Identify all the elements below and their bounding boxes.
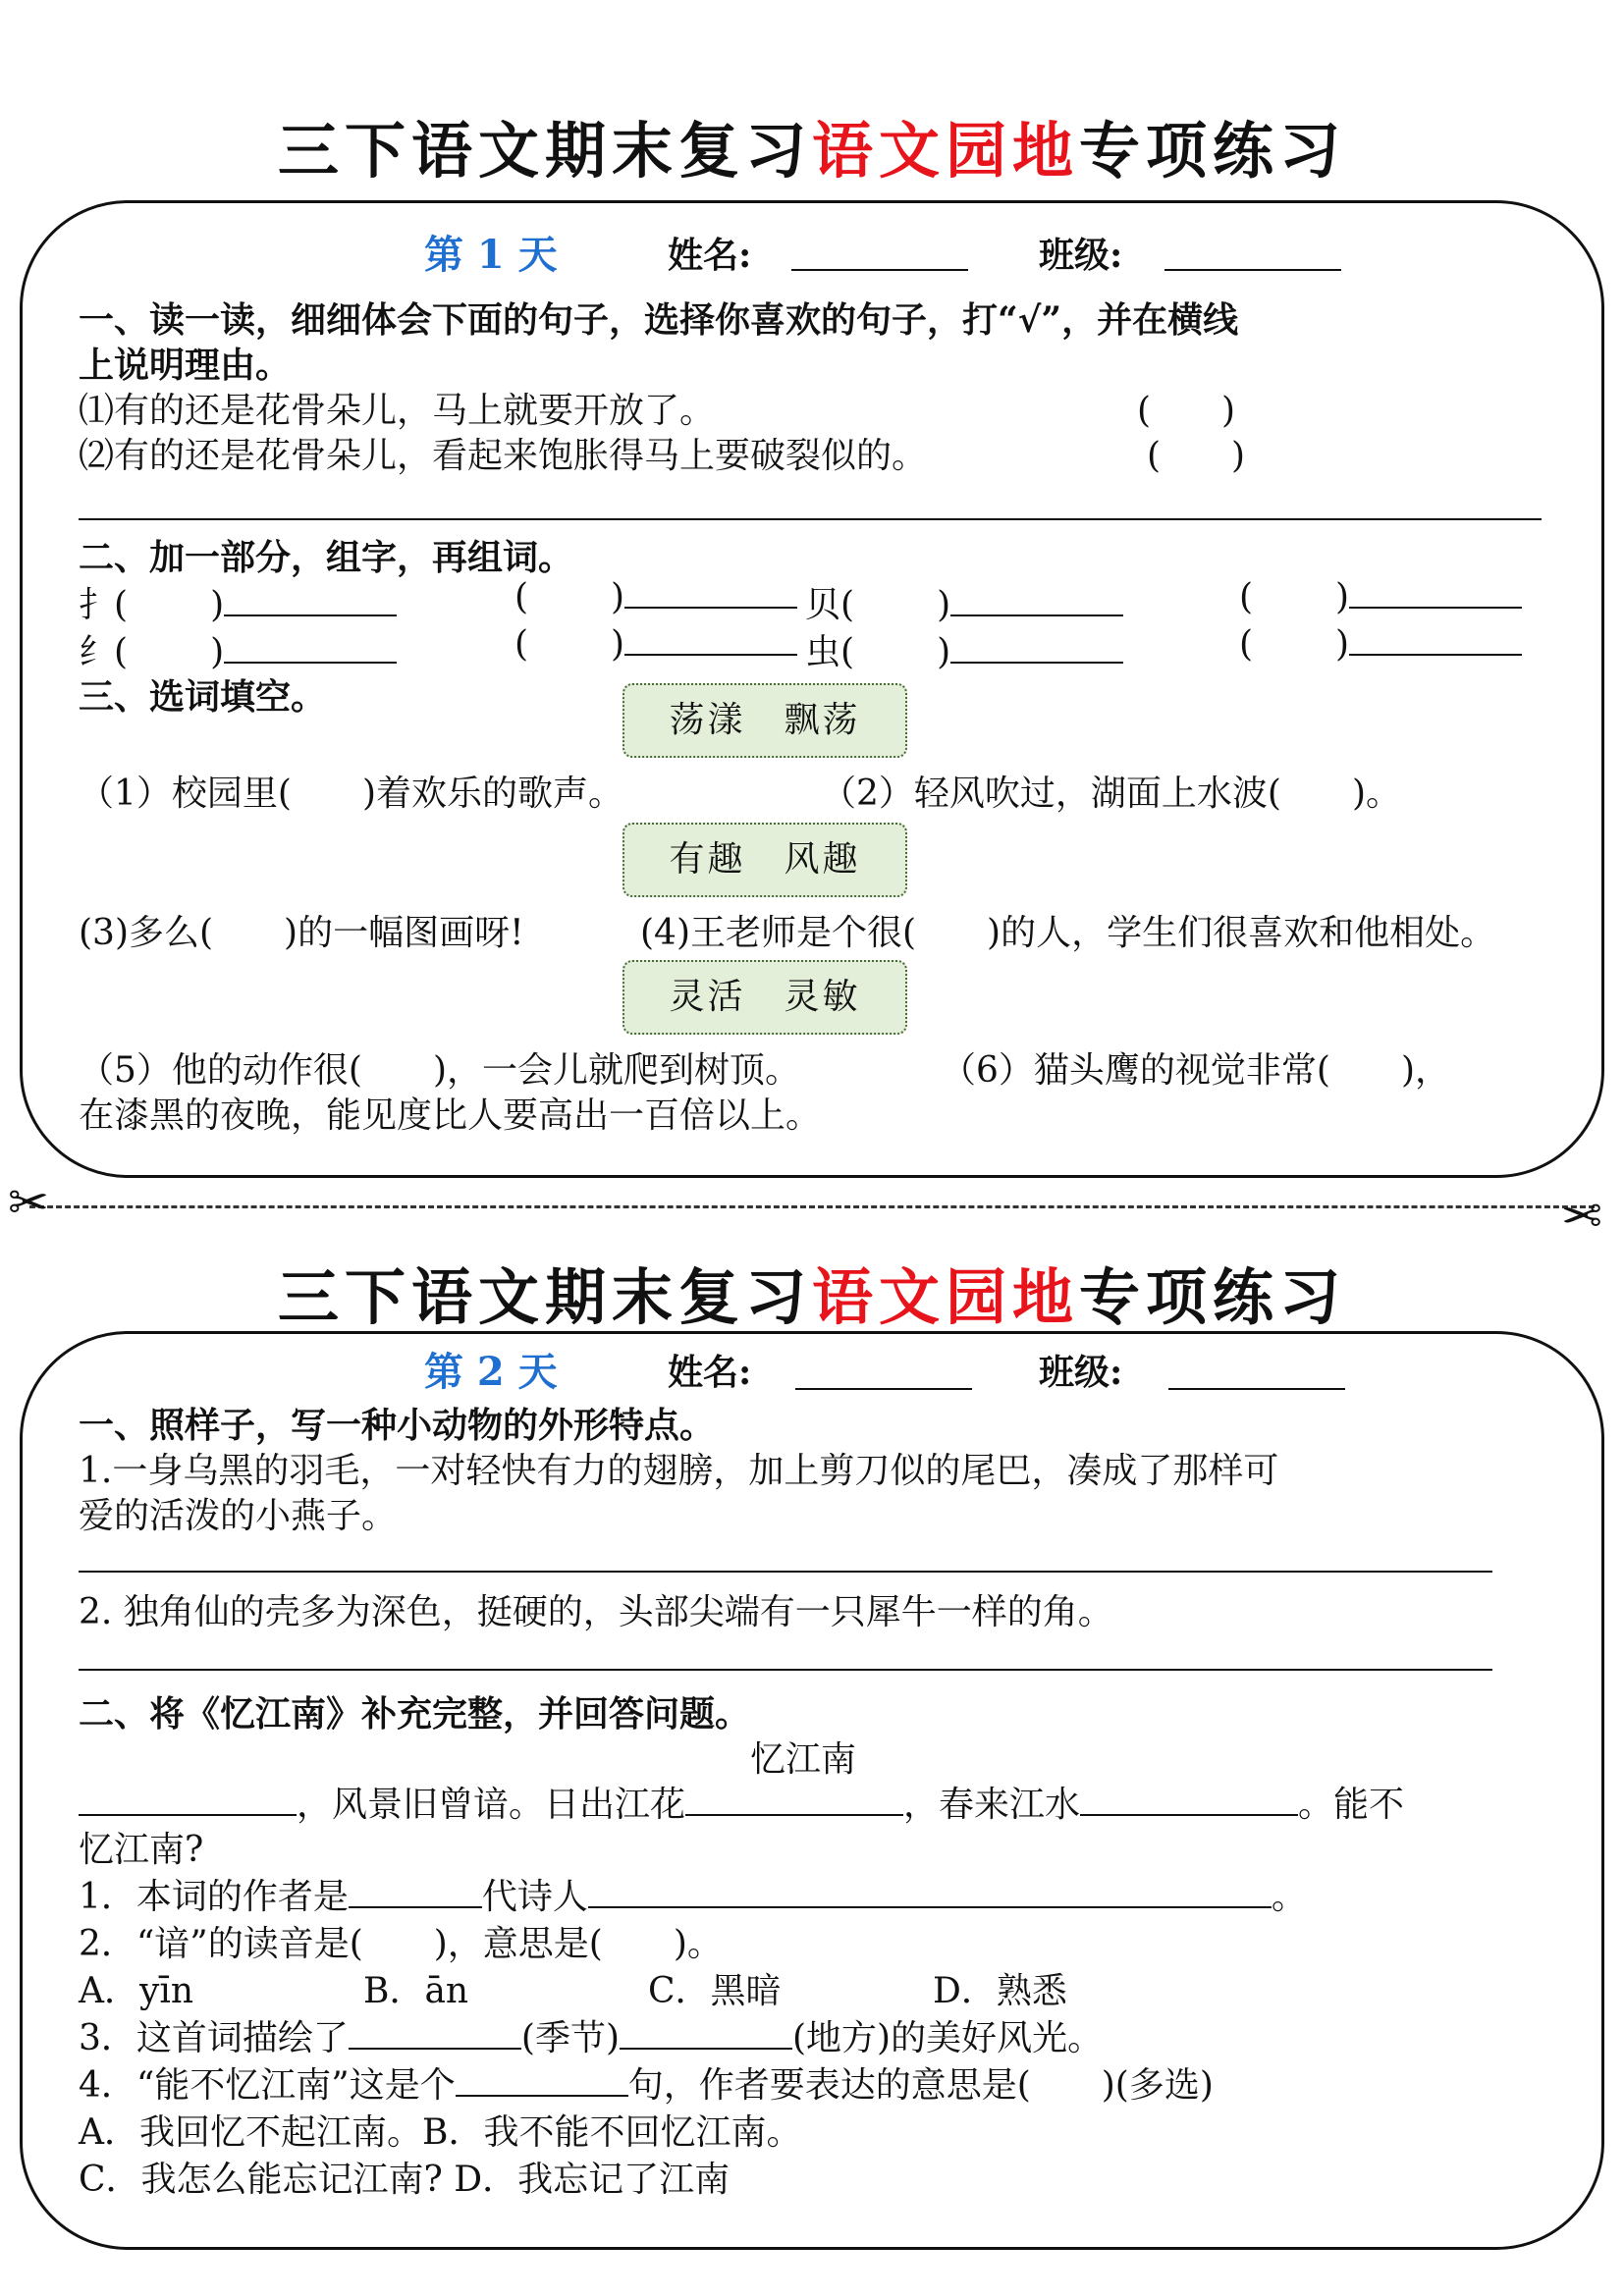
paren-close: ) xyxy=(937,632,951,672)
blank[interactable] xyxy=(224,585,397,616)
option-a[interactable]: A．yīn xyxy=(79,1971,194,2011)
blank[interactable] xyxy=(456,2065,628,2097)
paren-open: ( xyxy=(1239,624,1254,665)
day1-name-blank[interactable] xyxy=(791,269,968,271)
d2-q1-answer-line-1[interactable] xyxy=(79,1571,1492,1573)
d1-q3-wordbox-3: 灵活 灵敏 xyxy=(623,960,907,1035)
radical-silk: 纟 xyxy=(79,632,115,672)
day2-name-label: 姓名: xyxy=(668,1352,752,1393)
d2-q2-item5: A．我回忆不起江南。B．我不能不回忆江南。 xyxy=(79,2112,802,2153)
d1-q1-paren-1[interactable]: ( ) xyxy=(1137,391,1236,431)
title-prefix: 三下语文期末复习 xyxy=(277,1261,812,1333)
d1-q3-wordbox-2: 有趣 风趣 xyxy=(623,823,907,897)
paren-close: ) xyxy=(210,585,225,625)
paren-close: ) xyxy=(210,632,225,672)
blank[interactable] xyxy=(1080,1785,1298,1816)
title-highlight: 语文园地 xyxy=(811,1261,1079,1333)
d1-q1-title-2: 上说明理由。 xyxy=(79,345,292,386)
d2-q2-item1 xyxy=(79,1869,1307,1919)
title-suffix: 专项练习 xyxy=(1079,115,1347,187)
title-suffix: 专项练习 xyxy=(1079,1261,1347,1333)
paren-close: ) xyxy=(611,624,625,665)
paren-open: ( xyxy=(840,632,855,672)
blank[interactable] xyxy=(624,577,797,609)
text: 4．“能不忆江南”这是个 xyxy=(79,2065,456,2106)
d2-q1-s1-line2: 爱的活泼的小燕子。 xyxy=(79,1496,398,1536)
text: ，风景旧曾谙。日出江花 xyxy=(297,1785,686,1825)
d1-q1-sentence-2: ⑵有的还是花骨朵儿，看起来饱胀得马上要破裂似的。 xyxy=(79,436,928,476)
d1-q3-s4: (4)王老师是个很( )的人，学生们很喜欢和他相处。 xyxy=(640,913,1496,953)
blank[interactable] xyxy=(1349,577,1522,609)
day1-class-label: 班级: xyxy=(1039,235,1123,276)
paren-open: ( xyxy=(514,577,529,617)
blank[interactable] xyxy=(349,2018,521,2050)
day2-class-label: 班级: xyxy=(1039,1352,1123,1393)
day2-name-blank[interactable] xyxy=(795,1388,972,1390)
d1-q2-title: 二、加一部分，组字，再组词。 xyxy=(79,537,574,578)
d1-q1-sentence-1: ⑴有的还是花骨朵儿，马上就要开放了。 xyxy=(79,391,716,431)
paren-open: ( xyxy=(1239,577,1254,617)
poem-title: 忆江南 xyxy=(750,1739,857,1780)
text: 。 xyxy=(1271,1877,1307,1917)
scissors-icon: ✂ xyxy=(1561,1188,1602,1245)
text: 代诗人 xyxy=(481,1877,588,1917)
page-title-2 xyxy=(0,1249,1624,1336)
blank[interactable] xyxy=(620,2018,792,2050)
title-highlight: 语文园地 xyxy=(811,115,1079,187)
blank[interactable] xyxy=(950,632,1123,664)
d1-q1-answer-line[interactable] xyxy=(79,518,1542,520)
option-d[interactable]: D．熟悉 xyxy=(933,1971,1067,2011)
d1-q3-s1: （1）校园里( )着欢乐的歌声。 xyxy=(79,774,623,814)
d2-q2-item3 xyxy=(79,2010,1103,2060)
d1-q3-wordbox-1: 荡漾 飘荡 xyxy=(623,683,907,758)
blank[interactable] xyxy=(79,1785,297,1816)
radical-hand: 扌 xyxy=(79,585,115,625)
d1-q2-r2-c4 xyxy=(1239,624,1522,665)
paren-close: ) xyxy=(611,577,625,617)
title-prefix: 三下语文期末复习 xyxy=(277,115,812,187)
d1-q1-paren-2[interactable]: ( ) xyxy=(1147,436,1246,476)
paren-open: ( xyxy=(114,585,129,625)
paren-close: ) xyxy=(1335,624,1350,665)
scissors-icon: ✂ xyxy=(8,1174,49,1231)
d1-q3-s7: 在漆黑的夜晚，能见度比人要高出一百倍以上。 xyxy=(79,1095,822,1136)
d2-q1-s2: 2. 独角仙的壳多为深色，挺硬的，头部尖端有一只犀牛一样的角。 xyxy=(79,1592,1113,1632)
d2-q2-item2: 2．“谙”的读音是( )，意思是( )。 xyxy=(79,1924,723,1964)
blank[interactable] xyxy=(349,1877,482,1908)
d1-q2-r2-c1 xyxy=(79,624,397,674)
d2-q2-item6: C．我怎么能忘记江南? D．我忘记了江南 xyxy=(79,2160,731,2200)
paren-open: ( xyxy=(514,624,529,665)
d1-q3-s3: (3)多么( )的一幅图画呀! xyxy=(79,913,524,953)
day2-label: 第 2 天 xyxy=(424,1349,558,1395)
d1-q2-r1-c3 xyxy=(805,577,1123,627)
paren-open: ( xyxy=(840,585,855,625)
d1-q2-r1-c4 xyxy=(1239,577,1522,617)
d2-q1-title: 一、照样子，写一种小动物的外形特点。 xyxy=(79,1405,716,1446)
day1-class-blank[interactable] xyxy=(1164,269,1341,271)
d2-q1-s1-line1: 1.一身乌黑的羽毛，一对轻快有力的翅膀，加上剪刀似的尾巴，凑成了那样可 xyxy=(79,1451,1279,1491)
blank[interactable] xyxy=(1349,624,1522,656)
blank[interactable] xyxy=(224,632,397,664)
d2-q2-title: 二、将《忆江南》补充完整，并回答问题。 xyxy=(79,1693,751,1735)
d1-q3-s5: （5）他的动作很( )，一会儿就爬到树顶。 xyxy=(79,1050,800,1091)
d1-q2-r2-c3 xyxy=(805,624,1123,674)
day1-name-label: 姓名: xyxy=(668,235,752,276)
paren-open: ( xyxy=(114,632,129,672)
text: 句，作者要表达的意思是( )(多选) xyxy=(627,2065,1214,2106)
day2-class-blank[interactable] xyxy=(1168,1388,1345,1390)
blank[interactable] xyxy=(588,1877,1272,1908)
poem-line-1 xyxy=(79,1777,1404,1827)
radical-insect: 虫 xyxy=(805,632,841,672)
d1-q3-s6: （6）猫头鹰的视觉非常( )， xyxy=(941,1050,1450,1091)
text: 。能不 xyxy=(1298,1785,1405,1825)
day1-label: 第 1 天 xyxy=(424,232,558,278)
paren-close: ) xyxy=(937,585,951,625)
text: 3．这首词描绘了 xyxy=(79,2018,349,2058)
d2-q1-answer-line-2[interactable] xyxy=(79,1669,1492,1671)
paren-close: ) xyxy=(1335,577,1350,617)
page-title-1 xyxy=(0,102,1624,189)
d1-q2-r1-c2 xyxy=(514,577,797,617)
blank[interactable] xyxy=(950,585,1123,616)
text: 1．本词的作者是 xyxy=(79,1877,349,1917)
d1-q3-title: 三、选词填空。 xyxy=(79,676,327,718)
d2-q2-item4 xyxy=(79,2057,1214,2108)
option-c[interactable]: C．黑暗 xyxy=(648,1971,782,2011)
text: ，春来江水 xyxy=(903,1785,1081,1825)
radical-shell: 贝 xyxy=(805,585,841,625)
blank[interactable] xyxy=(685,1785,903,1816)
d1-q3-s2: （2）轻风吹过，湖面上水波( )。 xyxy=(821,774,1401,814)
d1-q2-r2-c2 xyxy=(514,624,797,665)
text: (地方)的美好风光。 xyxy=(792,2018,1104,2058)
d1-q1-title-1: 一、读一读，细细体会下面的句子，选择你喜欢的句子，打“√”，并在横线 xyxy=(79,299,1239,341)
blank[interactable] xyxy=(624,624,797,656)
cut-line xyxy=(29,1205,1595,1208)
text: (季节) xyxy=(520,2018,620,2058)
poem-line-2: 忆江南? xyxy=(79,1830,204,1870)
option-b[interactable]: B．ān xyxy=(363,1971,469,2011)
d1-q2-r1-c1 xyxy=(79,577,397,627)
